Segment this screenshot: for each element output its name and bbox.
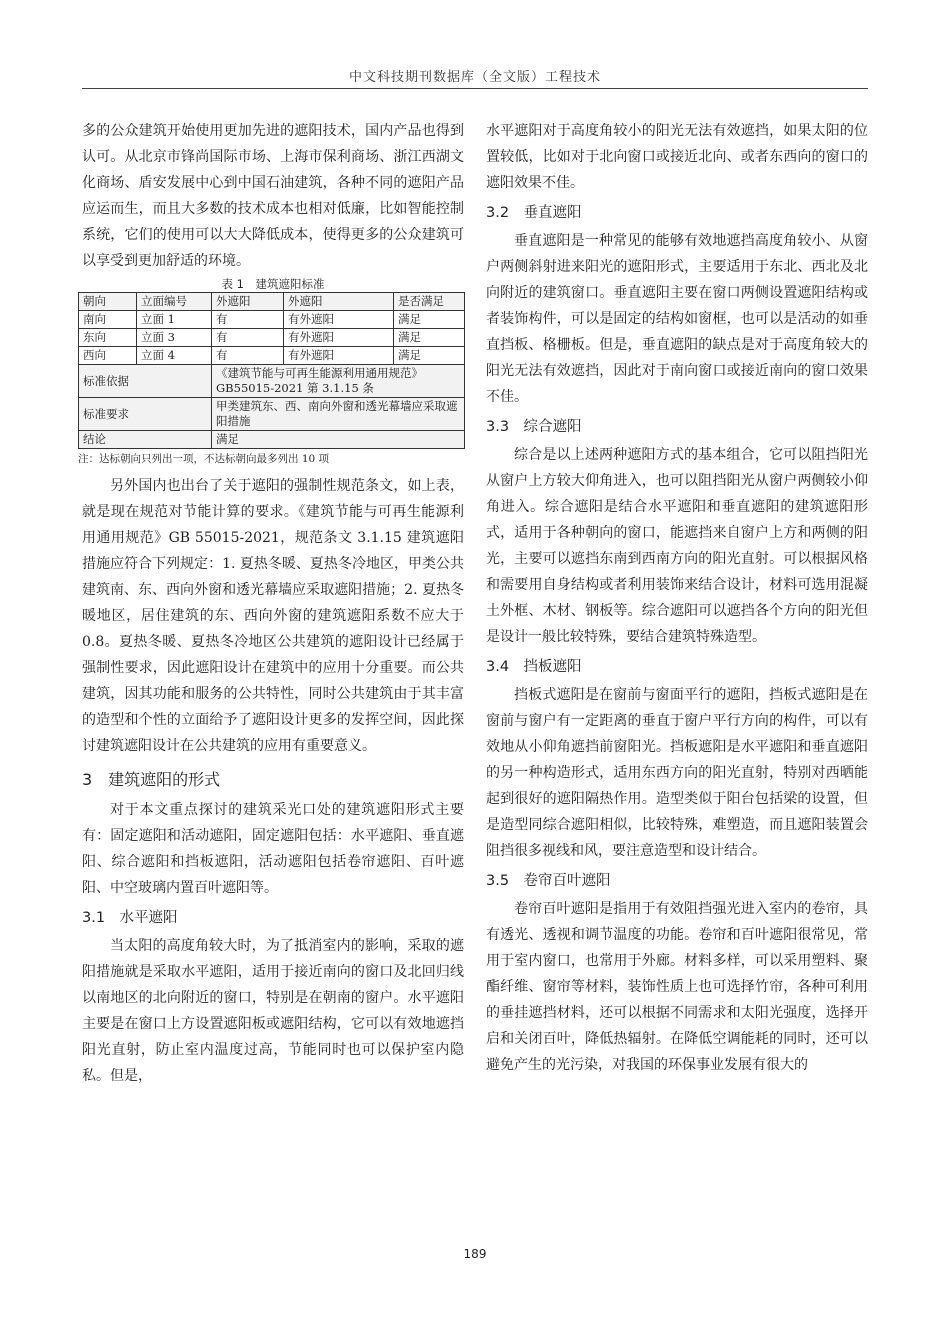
paragraph: 多的公众建筑开始使用更加先进的遮阳技术，国内产品也得到认可。从北京市锋尚国际市场、上海市保利商场、浙江西湖文化商场、盾安发展中心到中国石油建筑，各种不同的遮阳产品应运而生，而且大多数的技术成本也相对低廉，比如智能控制系统，它们的使用可以大大降低成本，使得更多的公众建筑可以享受到更加舒适的环境。 <box>82 123 464 269</box>
table-label-cell: 标准要求 <box>79 398 212 431</box>
table-cell: 满足 <box>212 431 465 449</box>
paragraph: 水平遮阳对于高度角较小的阳光无法有效遮挡，如果太阳的位置较低，比如对于北向窗口或接近北向、或者东西向的窗口的遮阳效果不佳。 <box>486 123 868 191</box>
left-column <box>78 118 464 1089</box>
paragraph: 对于本文重点探讨的建筑采光口处的建筑遮阳形式主要有：固定遮阳和活动遮阳，固定遮阳包括：水平遮阳、垂直遮阳、综合遮阳和挡板遮阳，活动遮阳包括卷帘遮阳、百叶遮阳、中空玻璃内置百叶遮阳等。 <box>82 802 464 896</box>
table-cell: 满足 <box>394 311 465 329</box>
header-cell: 外遮阳 <box>212 293 284 311</box>
table-cell: 有 <box>212 311 284 329</box>
running-header: 中文科技期刊数据库（全文版）工程技术 <box>348 70 601 85</box>
header-cell: 是否满足 <box>394 293 465 311</box>
table-label-cell: 结论 <box>79 431 212 449</box>
table-cell: 《建筑节能与可再生能源利用通用规范》GB55015-2021 第 3.1.15 条 <box>212 365 465 398</box>
table-row <box>79 398 465 431</box>
subsection-heading: 3.3 综合遮阳 <box>486 419 582 435</box>
table-cell: 立面 3 <box>137 329 212 347</box>
paragraph: 垂直遮阳是一种常见的能够有效地遮挡高度角较小、从窗户两侧斜射进来阳光的遮阳形式，主要适用于东北、西北及北向附近的建筑窗口。垂直遮阳主要在窗口两侧设置遮阳结构或者装饰构件，可以是固定的结构如窗框，也可以是活动的如垂直挡板、格栅板。但是，垂直遮阳的缺点是对于高度角较大的阳光无法有效遮挡，因此对于南向窗口或接近南向的窗口效果不佳。 <box>486 233 868 405</box>
paragraph: 卷帘百叶遮阳是指用于有效阻挡强光进入室内的卷帘，具有透光、透视和调节温度的功能。卷帘和百叶遮阳很常见，常用于室内窗口，也常用于外廊。材料多样，可以采用塑料、聚酯纤维、窗帘等材料，装饰性质上也可选择竹帘，各种可利用的垂挂遮挡材料，还可以根据不同需求和太阳光强度，选择开启和关闭百叶，降低热辐射。在降低空调能耗的同时，还可以避免产生的光污染，对我国的环保事业发展有很大的 <box>486 901 868 1073</box>
table-cell: 立面 4 <box>137 347 212 365</box>
header-cell: 外遮阳 <box>284 293 394 311</box>
subsection-heading: 3.5 卷帘百叶遮阳 <box>486 873 611 889</box>
table-title: 表 1 建筑遮阳标准 <box>221 277 325 291</box>
header-cell: 朝向 <box>79 293 137 311</box>
standards-table <box>78 292 465 449</box>
table-cell: 甲类建筑东、西、南向外窗和透光幕墙应采取遮阳措施 <box>212 398 465 431</box>
page-number: 189 <box>463 1247 487 1261</box>
paragraph: 当太阳的高度角较大时，为了抵消室内的影响，采取的遮阳措施就是采取水平遮阳，适用于接近南向的窗口及北回归线以南地区的北向附近的窗口，特别是在朝南的窗户。水平遮阳主要是在窗口上方设置遮阳板或遮阳结构，它可以有效地遮挡阳光直射，防止室内温度过高，节能同时也可以保护室内隐私。但是， <box>82 938 464 1084</box>
table-label-cell: 标准依据 <box>79 365 212 398</box>
table-row <box>79 329 465 347</box>
table-header-row <box>79 293 465 311</box>
subsection-heading: 3.2 垂直遮阳 <box>486 205 582 221</box>
header-rule <box>82 88 868 89</box>
table-note: 注：达标朝向只列出一项，不达标朝向最多列出 10 项 <box>78 453 330 465</box>
table-cell: 有外遮阳 <box>284 329 394 347</box>
subsection-heading: 3.1 水平遮阳 <box>82 910 178 926</box>
table-row <box>79 365 465 398</box>
subsection-heading: 3.4 挡板遮阳 <box>486 659 582 675</box>
table-row <box>79 431 465 449</box>
paragraph: 另外国内也出台了关于遮阳的强制性规范条文，如上表，就是现在规范对节能计算的要求。《建筑节能与可再生能源利用通用规范》GB 55015-2021，规范条文 3.1.15 建筑遮阳措施应符合下列规定：1. 夏热冬暖、夏热冬冷地区，甲类公共建筑南、东、西向外窗和透光幕墙应采取遮阳措施；2. 夏热冬暖地区，居住建筑的东、西向外窗的建筑遮阳系数不应大于 0.8。夏热冬暖、夏热冬冷地区公共建筑的遮阳设计已经属于强制性要求，因此遮阳设计在建筑中的应用十分重要。而公共建筑，因其功能和服务的公共特性，同时公共建筑由于其丰富的造型和个性的立面给予了遮阳设计更多的发挥空间，因此探讨建筑遮阳设计在公共建筑的应用有重要意义。 <box>82 478 464 754</box>
table-cell: 满足 <box>394 329 465 347</box>
table-cell: 南向 <box>79 311 137 329</box>
table-cell: 立面 1 <box>137 311 212 329</box>
table-cell: 有 <box>212 347 284 365</box>
header-cell: 立面编号 <box>137 293 212 311</box>
table-cell: 西向 <box>79 347 137 365</box>
table-row <box>79 311 465 329</box>
table-row <box>79 347 465 365</box>
table-cell: 有外遮阳 <box>284 347 394 365</box>
section-heading: 3 建筑遮阳的形式 <box>82 770 221 789</box>
paragraph: 挡板式遮阳是在窗前与窗面平行的遮阳，挡板式遮阳是在窗前与窗户有一定距离的垂直于窗户平行方向的构件，可以有效地从小仰角遮挡前窗阳光。挡板遮阳是水平遮阳和垂直遮阳的另一种构造形式，适用东西方向的阳光直射，特别对西晒能起到很好的遮阳隔热作用。造型类似于阳台包括梁的设置，但是造型同综合遮阳相似，比较特殊，难塑造，而且遮阳装置会阻挡很多视线和风，要注意造型和设计结合。 <box>486 687 868 859</box>
right-column <box>486 118 868 1078</box>
table-cell: 有外遮阳 <box>284 311 394 329</box>
table-cell: 满足 <box>394 347 465 365</box>
table-cell: 有 <box>212 329 284 347</box>
table-cell: 东向 <box>79 329 137 347</box>
paragraph: 综合是以上述两种遮阳方式的基本组合，它可以阻挡阳光从窗户上方较大仰角进入，也可以阻挡阳光从窗户两侧较小仰角进入。综合遮阳是结合水平遮阳和垂直遮阳的建筑遮阳形式，适用于各种朝向的窗口，能遮挡来自窗户上方和两侧的阳光，主要可以遮挡东南到西南方向的阳光直射。可以根据风格和需要用自身结构或者利用装饰来结合设计，材料可选用混凝土外框、木材、钢板等。综合遮阳可以遮挡各个方向的阳光但是设计一般比较特殊，要结合建筑特殊造型。 <box>486 447 868 645</box>
